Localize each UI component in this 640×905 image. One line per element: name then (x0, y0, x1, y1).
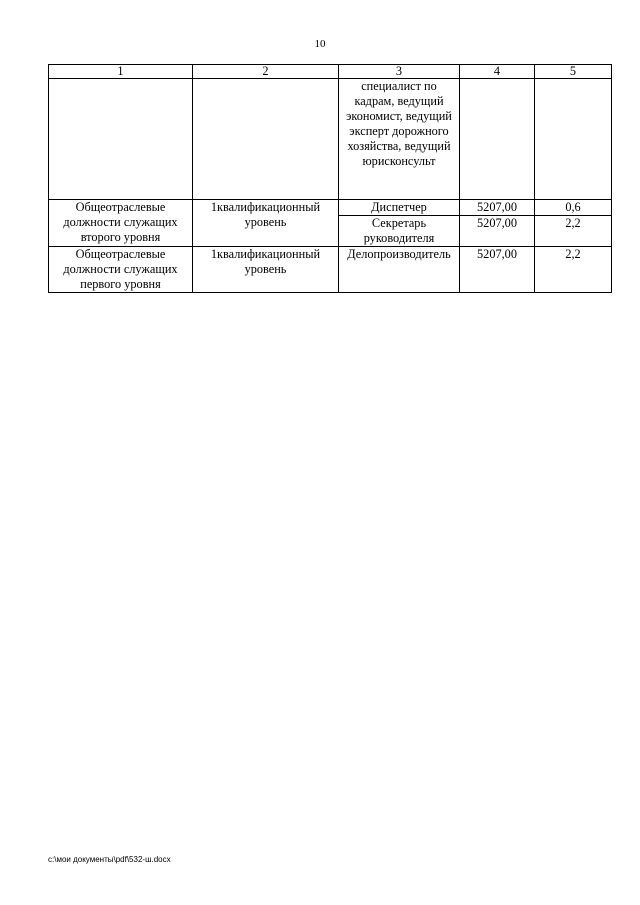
position-cell: Делопроизводитель (339, 247, 460, 293)
header-cell-2: 2 (193, 65, 339, 79)
table-row-continuation (49, 79, 612, 200)
category-cell: Общеотраслевые должности служащих второго уровня (49, 200, 193, 247)
positions-continuation-cell: специалист по кадрам, ведущий экономист, ведущий эксперт дорожного хозяйства, ведущий юрисконсульт (339, 79, 460, 200)
salary-cell: 5207,00 (460, 216, 535, 247)
empty-cell (193, 79, 339, 200)
salary-cell: 5207,00 (460, 247, 535, 293)
header-cell-1: 1 (49, 65, 193, 79)
salary-cell: 5207,00 (460, 200, 535, 216)
table-header-row (49, 65, 612, 79)
coefficient-cell: 2,2 (535, 247, 612, 293)
empty-cell (460, 79, 535, 200)
page-number: 10 (314, 38, 326, 50)
empty-cell (535, 79, 612, 200)
header-cell-5: 5 (535, 65, 612, 79)
position-cell: Диспетчер (339, 200, 460, 216)
coefficient-cell: 0,6 (535, 200, 612, 216)
salary-table (48, 64, 612, 293)
empty-cell (49, 79, 193, 200)
qualification-level-cell: 1квалификационный уровень (193, 247, 339, 293)
qualification-level-cell: 1квалификационный уровень (193, 200, 339, 247)
table-row (49, 200, 612, 216)
header-cell-3: 3 (339, 65, 460, 79)
file-path-footer: c:\мои документы\pdf\532-ш.docx (48, 855, 171, 864)
table-row (49, 247, 612, 293)
position-cell: Секретарь руководителя (339, 216, 460, 247)
header-cell-4: 4 (460, 65, 535, 79)
coefficient-cell: 2,2 (535, 216, 612, 247)
category-cell: Общеотраслевые должности служащих первого уровня (49, 247, 193, 293)
